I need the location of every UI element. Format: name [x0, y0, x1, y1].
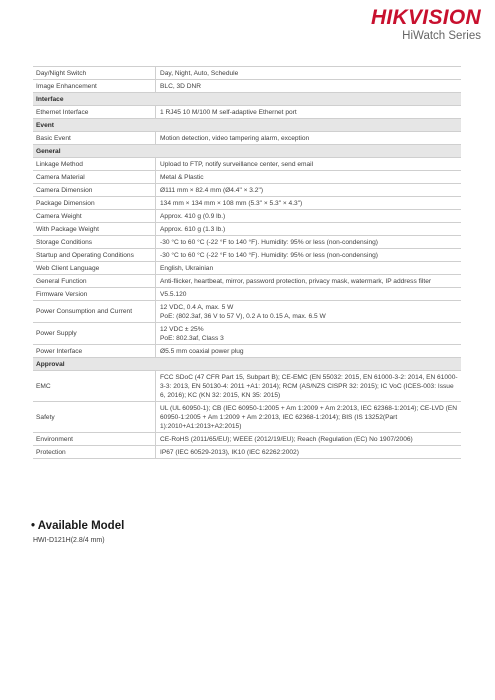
spec-value-line: Metal & Plastic [160, 173, 204, 181]
spec-label: Camera Material [33, 171, 156, 184]
spec-label: Web Client Language [33, 262, 156, 275]
spec-value-line: Approx. 610 g (1.3 lb.) [160, 225, 226, 233]
spec-value-line: PoE: 802.3af, Class 3 [160, 334, 224, 342]
spec-value [156, 402, 462, 433]
section-title: Approval [33, 358, 461, 371]
spec-row [33, 132, 461, 145]
spec-value-line: -30 °C to 60 °C (-22 °F to 140 °F). Humidity: 95% or less (non-condensing) [160, 251, 378, 259]
spec-value-line: Upload to FTP, notify surveillance center, send email [160, 160, 314, 168]
spec-value [156, 184, 462, 197]
spec-value [156, 197, 462, 210]
spec-value-line: Ø111 mm × 82.4 mm (Ø4.4" × 3.2") [160, 186, 264, 194]
section-title: Interface [33, 93, 461, 106]
bullet-icon: • [31, 520, 38, 532]
spec-label: Image Enhancement [33, 80, 156, 93]
spec-value [156, 323, 462, 345]
spec-value [156, 371, 462, 402]
spec-value [156, 67, 462, 80]
spec-row [33, 210, 461, 223]
section-title: Event [33, 119, 461, 132]
available-model-name: HWI-D121H(2.8/4 mm) [33, 537, 105, 544]
spec-value-line: Approx. 410 g (0.9 lb.) [160, 212, 226, 220]
spec-label: Safety [33, 402, 156, 433]
spec-value-line: 1 RJ45 10 M/100 M self-adaptive Ethernet port [160, 108, 297, 116]
spec-value [156, 158, 462, 171]
spec-row [33, 184, 461, 197]
spec-label: Power Supply [33, 323, 156, 345]
spec-value-line: PoE: (802.3af, 36 V to 57 V), 0.2 A to 0.15 A, max. 6.5 W [160, 312, 326, 320]
spec-value-line: Anti-flicker, heartbeat, mirror, password protection, privacy mask, watermark, IP address filter [160, 277, 432, 285]
spec-row [33, 67, 461, 80]
specification-table-body [33, 67, 461, 459]
spec-value-line: Ø5.5 mm coaxial power plug [160, 347, 244, 355]
spec-label: General Function [33, 275, 156, 288]
spec-value [156, 262, 462, 275]
spec-value-line: CE-RoHS (2011/65/EU); WEEE (2012/19/EU); Reach (Regulation (EC) No 1907/2006) [160, 435, 413, 443]
available-model-heading [31, 520, 124, 532]
spec-value-line: 12 VDC, 0.4 A, max. 5 W [160, 303, 234, 311]
spec-label: With Package Weight [33, 223, 156, 236]
spec-label: Power Interface [33, 345, 156, 358]
spec-row [33, 433, 461, 446]
spec-value [156, 171, 462, 184]
spec-value [156, 210, 462, 223]
spec-row [33, 323, 461, 345]
spec-row [33, 158, 461, 171]
spec-label: Storage Conditions [33, 236, 156, 249]
brand-series: HiWatch Series [402, 30, 481, 42]
spec-label: Linkage Method [33, 158, 156, 171]
spec-row [33, 275, 461, 288]
spec-label: Camera Weight [33, 210, 156, 223]
spec-value [156, 132, 462, 145]
spec-value [156, 106, 462, 119]
spec-value-line: English, Ukrainian [160, 264, 214, 272]
spec-label: Ethernet Interface [33, 106, 156, 119]
spec-row [33, 446, 461, 459]
spec-row [33, 262, 461, 275]
spec-row [33, 223, 461, 236]
spec-row [33, 197, 461, 210]
spec-label: EMC [33, 371, 156, 402]
spec-value [156, 446, 462, 459]
section-header [33, 358, 461, 371]
spec-row [33, 106, 461, 119]
spec-label: Day/Night Switch [33, 67, 156, 80]
spec-value-line: Day, Night, Auto, Schedule [160, 69, 239, 77]
spec-value-line: IP67 (IEC 60529-2013), IK10 (IEC 62262:2002) [160, 448, 299, 456]
spec-value [156, 288, 462, 301]
spec-row [33, 236, 461, 249]
section-header [33, 145, 461, 158]
spec-value-line: 134 mm × 134 mm × 108 mm (5.3" × 5.3" × 4.3") [160, 199, 303, 207]
spec-value [156, 236, 462, 249]
spec-value [156, 223, 462, 236]
available-model-title: Available Model [37, 520, 125, 532]
spec-value-line: FCC SDoC (47 CFR Part 15, Subpart B); CE-EMC (EN 55032: 2015, EN 61000-3-2: 2014, EN 61000-3-3: 2013, EN 50130-4: 2011 +A1: 2014); RCM (AS/NZS CISPR 32: 2015); IC VoC (ICES-003: Issue 6, 2016); KC (KN 32: 2015, KN 35: 2015) [160, 373, 458, 399]
spec-value-line: BLC, 3D DNR [160, 82, 202, 90]
spec-label: Startup and Operating Conditions [33, 249, 156, 262]
spec-value-line: UL (UL 60950-1); CB (IEC 60950-1:2005 + Am 1:2009 + Am 2:2013, IEC 62368-1:2014); CE-LVD (EN 60950-1:2005 + Am 1:2009 + Am 2:2013, IEC 62368-1:2014); BIS (IS 13252(Part 1):2010+A1:2013+A2:2015) [160, 404, 458, 430]
spec-label: Package Dimension [33, 197, 156, 210]
spec-row [33, 345, 461, 358]
brand-logo [371, 7, 481, 43]
spec-row [33, 371, 461, 402]
spec-value [156, 433, 462, 446]
spec-label: Power Consumption and Current [33, 301, 156, 323]
spec-value-line: Motion detection, video tampering alarm, exception [160, 134, 310, 142]
spec-value [156, 249, 462, 262]
spec-row [33, 249, 461, 262]
spec-row [33, 80, 461, 93]
spec-label: Basic Event [33, 132, 156, 145]
spec-value-line: -30 °C to 60 °C (-22 °F to 140 °F). Humidity: 95% or less (non-condensing) [160, 238, 378, 246]
spec-row [33, 301, 461, 323]
brand-name: HIKVISION [370, 6, 481, 29]
spec-label: Protection [33, 446, 156, 459]
spec-row [33, 171, 461, 184]
spec-row [33, 288, 461, 301]
spec-row [33, 402, 461, 433]
spec-value [156, 80, 462, 93]
spec-value-line: 12 VDC ± 25% [160, 325, 204, 333]
section-title: General [33, 145, 461, 158]
spec-value [156, 301, 462, 323]
spec-label: Camera Dimension [33, 184, 156, 197]
section-header [33, 119, 461, 132]
specification-table [33, 66, 461, 459]
spec-label: Firmware Version [33, 288, 156, 301]
spec-value-line: V5.5.120 [160, 290, 187, 298]
section-header [33, 93, 461, 106]
spec-label: Environment [33, 433, 156, 446]
spec-value [156, 275, 462, 288]
spec-value [156, 345, 462, 358]
